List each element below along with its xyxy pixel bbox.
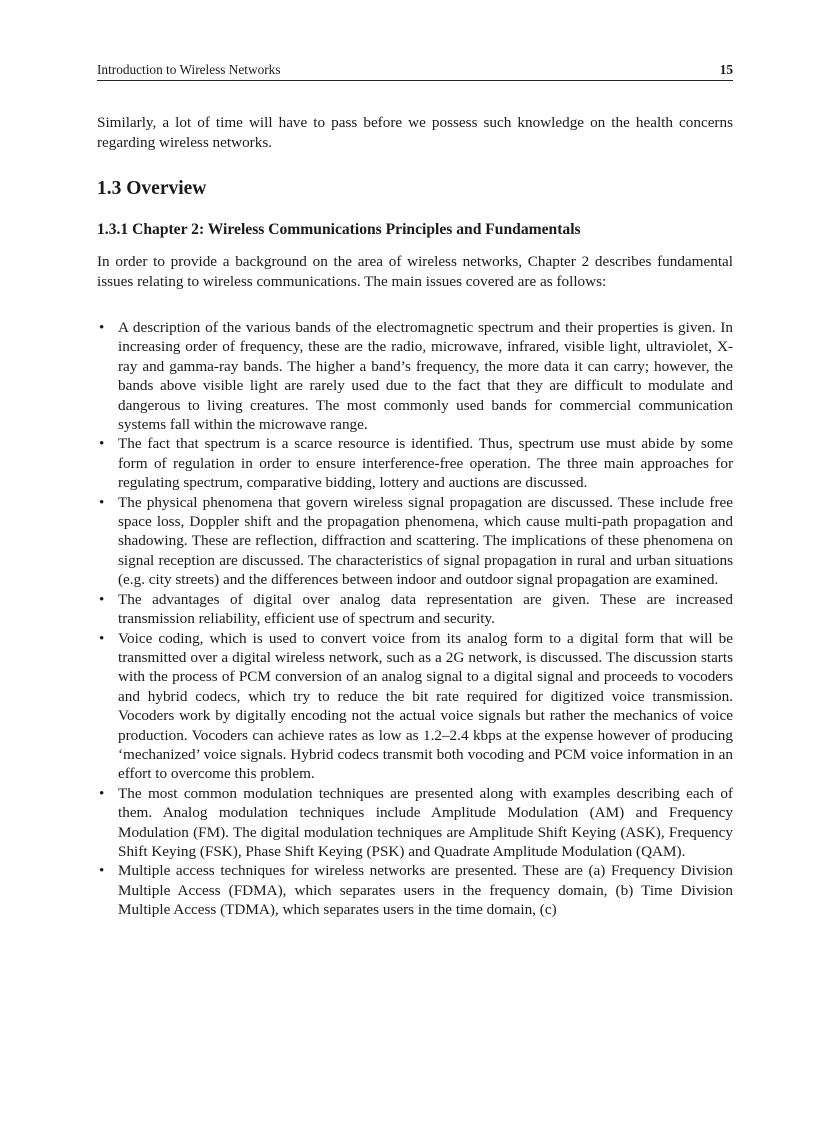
bullet-text: The advantages of digital over analog data representation are given. These are increased transmission reliability, efficient use of spectrum and security. [118, 590, 733, 628]
bullet-item [97, 493, 733, 590]
bullet-item [97, 629, 733, 784]
running-title: Introduction to Wireless Networks [97, 62, 281, 77]
running-header [97, 62, 733, 81]
page-number: 15 [719, 62, 733, 77]
bullet-icon: • [99, 590, 105, 608]
lead-paragraph: In order to provide a background on the area of wireless networks, Chapter 2 describes fundamental issues relating to wireless communications. The main issues covered are as follows: [97, 253, 733, 290]
bullet-item [97, 590, 733, 629]
bullet-text: A description of the various bands of the electromagnetic spectrum and their properties is given. In increasing order of frequency, these are the radio, microwave, infrared, visible light, ultraviolet, X-ray and gamma-ray bands. The higher a band’s frequency, the more data it can carry; however, the bands above visible light are rarely used due to the fact that they are difficult to modulate and dangerous to living creatures. The most commonly used bands for commercial communication systems fall within the microwave range. [118, 319, 733, 434]
bullet-icon: • [99, 493, 105, 511]
bullet-item [97, 861, 733, 919]
subsection-heading: 1.3.1 Chapter 2: Wireless Communications Principles and Fundamentals [97, 221, 581, 238]
bullet-text: Multiple access techniques for wireless networks are presented. These are (a) Frequency Division Multiple Access (FDMA), which separates users in the frequency domain, (b) Time Division Multiple Access (TDMA), which separates users in the time domain, (c) [118, 862, 733, 919]
bullet-text: Voice coding, which is used to convert voice from its analog form to a digital form that will be transmitted over a digital wireless network, such as a 2G network, is discussed. The discussion starts with the process of PCM conversion of an analog signal to a digital signal and proceeds to vocoders and hybrid codecs, which try to reduce the bit rate required for digitized voice transmission. Vocoders work by digitally encoding not the actual voice signals but rather the mechanics of voice production. Vocoders can achieve rates as low as 1.2–2.4 kbps at the expense however of producing ‘mechanized’ voice signals. Hybrid codecs transmit both vocoding and PCM voice information in an effort to overcome this problem. [118, 629, 733, 783]
bullet-text: The fact that spectrum is a scarce resource is identified. Thus, spectrum use must abide by some form of regulation in order to ensure interference-free operation. The three main approaches for regulating spectrum, comparative bidding, lottery and auctions are discussed. [118, 435, 733, 492]
bullet-text: The most common modulation techniques are presented along with examples describing each of them. Analog modulation techniques include Amplitude Modulation (AM) and Frequency Modulation (FM). The digital modulation techniques are Amplitude Shift Keying (ASK), Frequency Shift Keying (FSK), Phase Shift Keying (PSK) and Quadrate Amplitude Modulation (QAM). [118, 784, 733, 860]
section-heading: 1.3 Overview [97, 178, 207, 199]
bullet-text: The physical phenomena that govern wireless signal propagation are discussed. These include free space loss, Doppler shift and the propagation phenomena, which cause multi-path propagation and shadowing. These are reflection, diffraction and scattering. The implications of these phenomena on signal reception are discussed. The characteristics of signal propagation in rural and urban situations (e.g. city streets) and the differences between indoor and outdoor signal propagation are examined. [118, 493, 733, 589]
bullet-icon: • [99, 862, 105, 880]
bullet-icon: • [99, 435, 105, 453]
bullet-list [97, 318, 733, 920]
bullet-item [97, 784, 733, 862]
bullet-item [97, 434, 733, 492]
bullet-icon: • [99, 784, 105, 802]
bullet-icon: • [99, 629, 105, 647]
bullet-icon: • [99, 319, 105, 336]
bullet-item [97, 318, 733, 434]
intro-paragraph: Similarly, a lot of time will have to pass before we possess such knowledge on the health concerns regarding wireless networks. [97, 114, 733, 151]
